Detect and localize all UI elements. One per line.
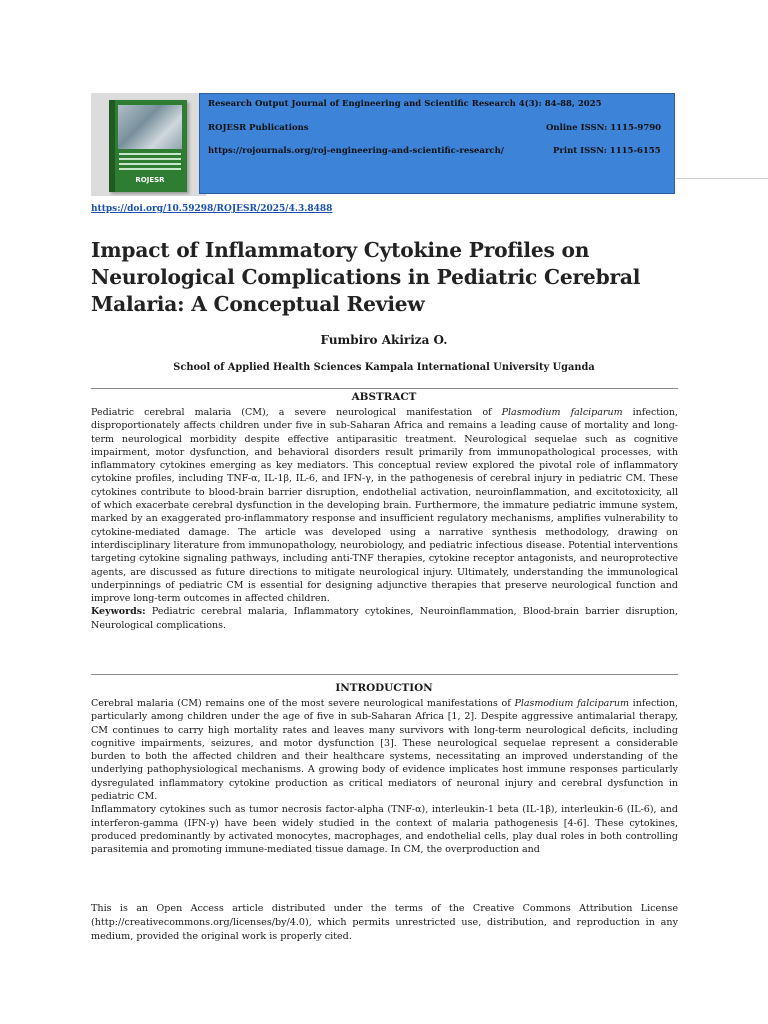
abstract-body <box>91 406 678 632</box>
journal-citation: Research Output Journal of Engineering and Scientific Research 4(3): 84-88, 2025 <box>208 99 602 109</box>
book-spine <box>109 100 115 192</box>
keywords-label: Keywords: <box>91 606 146 618</box>
license-notice: This is an Open Access article distributed under the terms of the Creative Commons Attribution License (http://creativecommons.org/licenses/by/4.0), which permits unrestricted use, distribution, and reproduction in any medium, provided the original work is properly cited. <box>91 903 678 942</box>
journal-header <box>199 93 675 194</box>
header-rule <box>676 178 768 179</box>
author-affiliation: School of Applied Health Sciences Kampala International University Uganda <box>173 362 595 373</box>
journal-link[interactable]: https://rojournals.org/roj-engineering-and-scientific-research/ <box>208 146 504 156</box>
cover-title-lines <box>119 153 181 171</box>
intro-paragraph-1 <box>91 697 678 803</box>
abstract-text-b: infection, disproportionately affects children under five in sub-Saharan Africa and remains a leading cause of mortality and long-term neurological morbidity despite effective antiparasitic treatment. Neurological sequelae such as cognitive impairment, motor dysfunction, and behavioral disorders result primarily from immunopathological processes, with inflammatory cytokines emerging as key mediators. This conceptual review explored the pivotal role of inflammatory cytokine profiles, including TNF-α, IL-1β, IL-6, and IFN-γ, in the pathogenesis of cerebral injury in pediatric CM. These cytokines contribute to blood-brain barrier disruption, endothelial activation, neuroinflammation, and excitotoxicity, all of which exacerbate cerebral dysfunction in the developing brain. Furthermore, the immature pediatric immune system, marked by an exaggerated pro-inflammatory response and insufficient regulatory mechanisms, amplifies vulnerability to cytokine-mediated damage. The article was developed using a narrative synthesis methodology, drawing on interdisciplinary literature from immunopathology, neurobiology, and pediatric infectious disease. Potential interventions targeting cytokine signaling pathways, including anti-TNF therapies, cytokine receptor antagonists, and neuroprotective agents, are discussed as future directions to mitigate neurological injury. Ultimately, understanding the immunological underpinnings of pediatric CM is essential for designing adjunctive therapies that preserve neurological function and improve long-term outcomes in affected children. <box>91 407 678 605</box>
publisher-name: ROJESR Publications <box>208 123 309 133</box>
abstract-species: Plasmodium falciparum <box>501 407 623 418</box>
doi-link[interactable]: https://doi.org/10.59298/ROJESR/2025/4.3.8488 <box>91 204 333 214</box>
paper-title: Impact of Inflammatory Cytokine Profiles on Neurological Complications in Pediatric Cerebral Malaria: A Conceptual Review <box>91 238 641 316</box>
intro-paragraph-2: Inflammatory cytokines such as tumor necrosis factor-alpha (TNF-α), interleukin-1 beta (IL-1β), interleukin-6 (IL-6), and interferon-gamma (IFN-γ) have been widely studied in the context of malaria pathogenesis [4-6]. These cytokines, produced predominantly by activated monocytes, macrophages, and endothelial cells, play dual roles in both controlling parasitemia and promoting immune-mediated tissue damage. In CM, the overproduction and <box>91 804 678 856</box>
keywords <box>91 605 678 632</box>
journal-url[interactable] <box>208 146 504 156</box>
book-cover <box>109 100 187 192</box>
online-issn: Online ISSN: 1115-9790 <box>546 123 662 133</box>
intro-species: Plasmodium falciparum <box>514 698 630 709</box>
abstract-text-a: Pediatric cerebral malaria (CM), a severe neurological manifestation of <box>91 407 502 418</box>
introduction-body <box>91 697 678 857</box>
cover-photo <box>118 105 182 149</box>
abstract-text <box>91 406 678 605</box>
keywords-list: Pediatric cerebral malaria, Inflammatory cytokines, Neuroinflammation, Blood-brain barrier disruption, Neurological complications. <box>91 606 678 631</box>
print-issn: Print ISSN: 1115-6155 <box>553 146 661 156</box>
abstract-bottom-rule <box>91 674 678 675</box>
intro-p1-b: infection, particularly among children under the age of five in sub-Saharan Africa [1, 2]. Despite aggressive antimalarial therapy, CM continues to carry high mortality rates and leaves many survivors with long-term neurological deficits, including cognitive impairments, seizures, and motor dysfunction [3]. These neurological sequelae represent a considerable burden to both the affected children and their healthcare systems, necessitating an improved understanding of the underlying pathophysiological mechanisms. A growing body of evidence implicates host immune responses particularly dysregulated inflammatory cytokine production as critical mediators of neuronal injury and cerebral dysfunction in pediatric CM. <box>91 698 678 803</box>
abstract-top-rule <box>91 388 678 389</box>
abstract-heading: ABSTRACT <box>351 391 417 403</box>
intro-p1-a: Cerebral malaria (CM) remains one of the most severe neurological manifestations of <box>91 698 515 709</box>
journal-cover-image <box>91 93 206 196</box>
author-name: Fumbiro Akiriza O. <box>320 333 448 347</box>
cover-brand: ROJESR <box>135 176 165 184</box>
introduction-heading: INTRODUCTION <box>335 682 433 694</box>
